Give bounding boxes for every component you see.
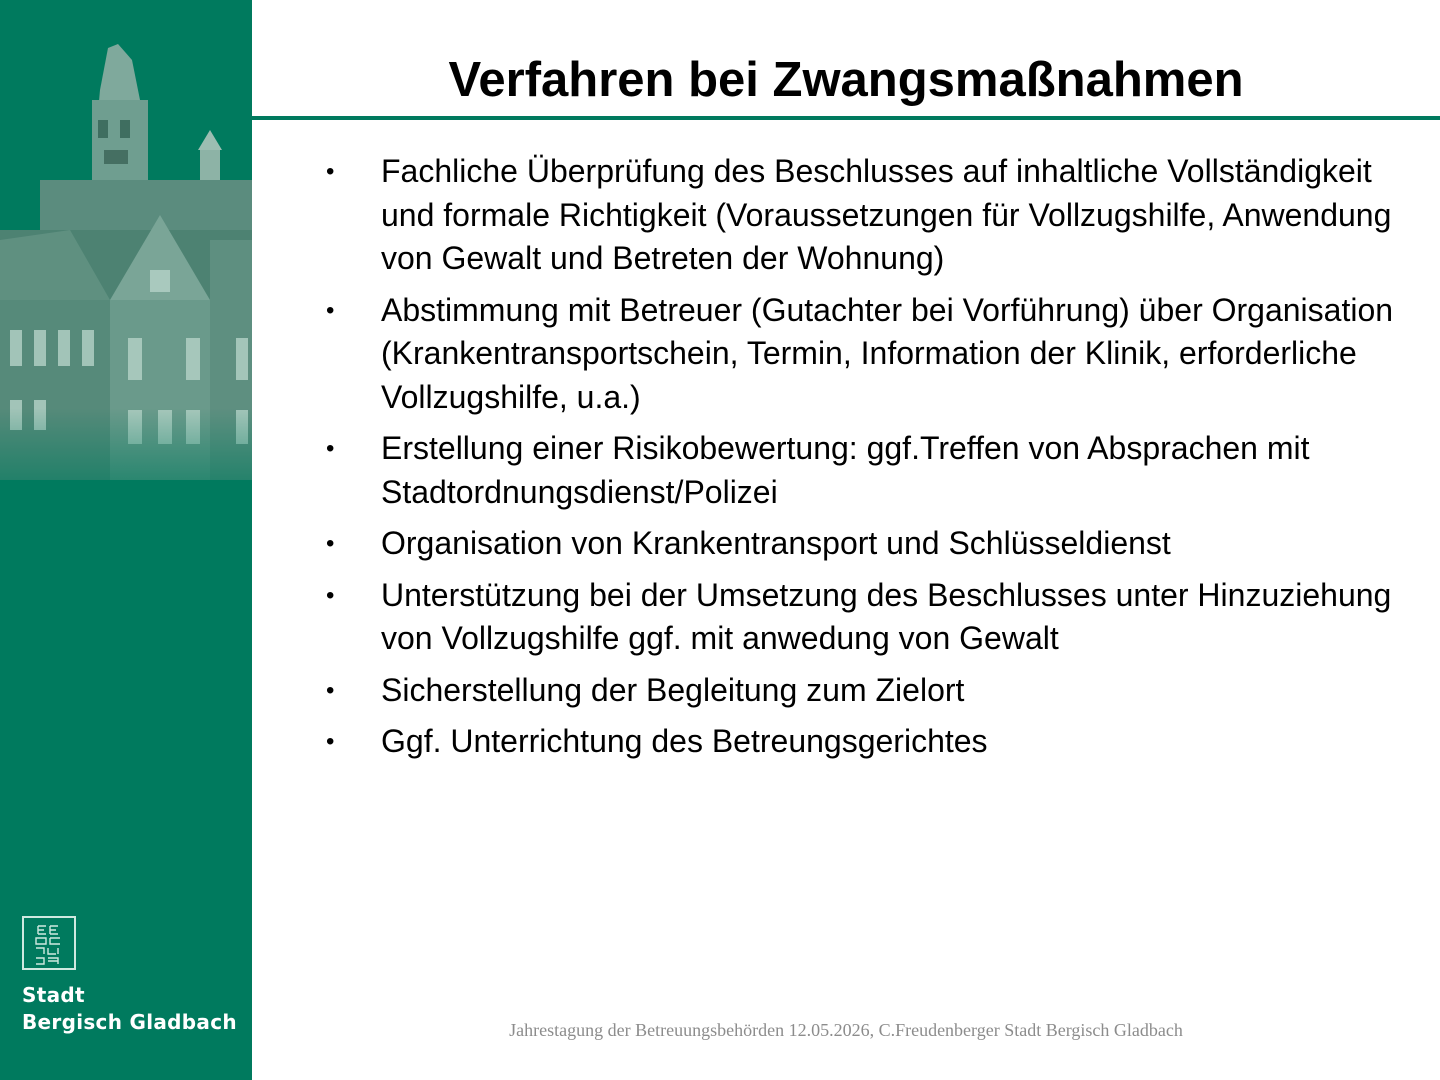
list-item: [322, 669, 1402, 713]
sidebar: [0, 0, 252, 1080]
slide-title: Verfahren bei Zwangsmaßnahmen: [448, 53, 1244, 107]
list-item: [322, 522, 1402, 566]
bullet-icon: •: [326, 728, 335, 755]
title-divider: [252, 116, 1440, 120]
list-item-text: Sicherstellung der Begleitung zum Zielort: [381, 671, 965, 708]
bullet-icon: •: [326, 676, 335, 704]
list-item: [322, 427, 1402, 514]
list-item-text: Ggf. Unterrichtung des Betreungsgerichtes: [381, 723, 988, 759]
city-emblem-icon: [22, 916, 76, 970]
town-hall-photo: [0, 0, 252, 480]
list-item-text: Erstellung einer Risikobewertung: ggf.Treffen von Absprachen mit Stadtordnungsdienst/Polizei: [381, 430, 1310, 510]
list-item: [322, 150, 1402, 281]
list-item-text: Unterstützung bei der Umsetzung des Beschlusses unter Hinzuziehung von Vollzugshilfe ggf. mit anwedung von Gewalt: [381, 576, 1392, 656]
bullet-icon: •: [326, 296, 335, 324]
list-item-text: Fachliche Überprüfung des Beschlusses auf inhaltliche Vollständigkeit und formale Richtigkeit (Voraussetzungen für Vollzugshilfe, Anwendung von Gewalt und Betreten der Wohnung): [381, 153, 1392, 276]
bullet-icon: •: [326, 435, 335, 462]
logo-line-city-name: Bergisch Gladbach: [22, 1010, 237, 1034]
bullet-icon: •: [326, 581, 335, 609]
logo-line-stadt: Stadt: [22, 983, 85, 1007]
list-item-text: Abstimmung mit Betreuer (Gutachter bei Vorführung) über Organisation (Krankentransportschein, Termin, Information der Klinik, erforderliche Vollzugshilfe, u.a.): [381, 291, 1394, 415]
list-item: [322, 289, 1402, 420]
list-item: [322, 720, 1402, 764]
city-logo: [22, 916, 237, 1036]
list-item: [322, 574, 1402, 661]
bullet-icon: •: [326, 530, 335, 557]
list-item-text: Organisation von Krankentransport und Schlüsseldienst: [381, 525, 1171, 561]
bullet-list: [322, 150, 1402, 772]
slide-footer: Jahrestagung der Betreuungsbehörden 12.05.2026, C.Freudenberger Stadt Bergisch Gladbach: [509, 1020, 1183, 1040]
bullet-icon: •: [326, 158, 335, 185]
